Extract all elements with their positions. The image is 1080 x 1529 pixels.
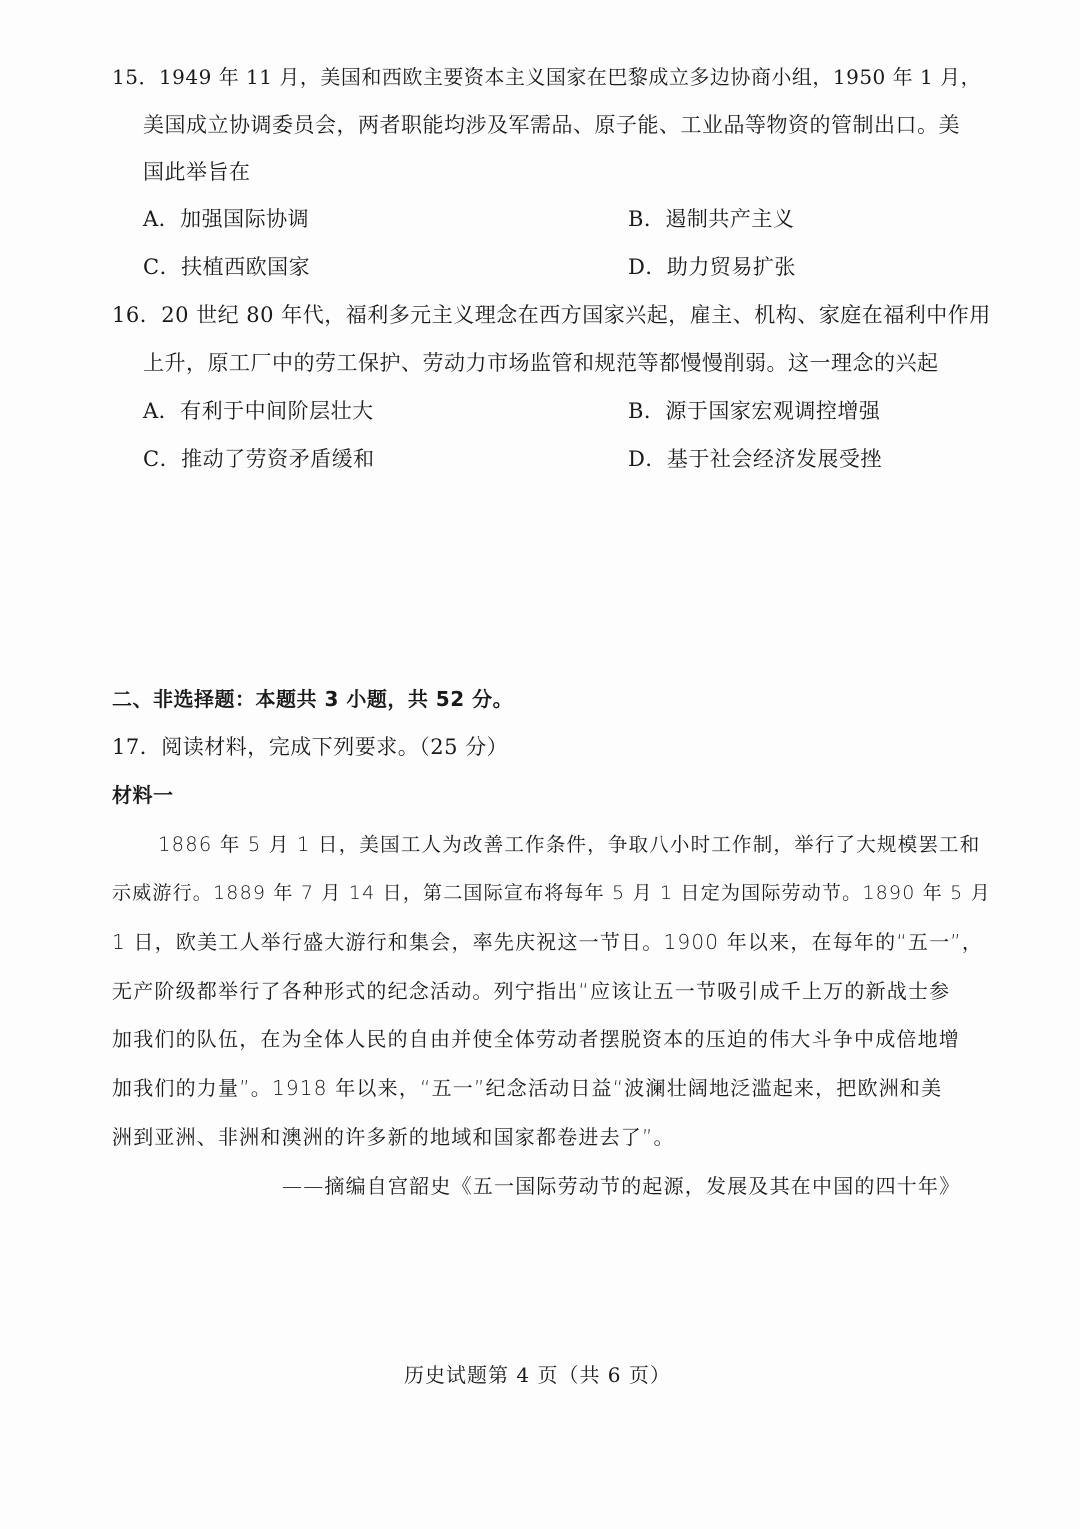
material-line-7: 洲到亚洲、非洲和澳洲的许多新的地域和国家都卷进去了”。 (112, 1125, 675, 1149)
q16-stem-line-1: 16．20 世纪 80 年代，福利多元主义理念在西方国家兴起，雇主、机构、家庭在福利中作用 (112, 303, 991, 327)
q15-option-d: D．助力贸易扩张 (628, 255, 796, 279)
material-line-6: 加我们的力量”。1918 年以来，“五一”纪念活动日益“波澜壮阔地泛滥起来，把欧洲和美 (112, 1076, 943, 1100)
q16-option-b: B．源于国家宏观调控增强 (628, 399, 881, 423)
q16-option-d: D．基于社会经济发展受挫 (628, 447, 882, 471)
q15-stem-line-1: 15．1949 年 11 月，美国和西欧主要资本主义国家在巴黎成立多边协商小组，1950 年 1 月， (112, 65, 982, 89)
q15-stem-line-3: 国此举旨在 (143, 160, 251, 184)
material-line-4: 无产阶级都举行了各种形式的纪念活动。列宁指出“应该让五一节吸引成千上万的新战士参 (112, 979, 951, 1003)
material-line-2: 示威游行。1889 年 7 月 14 日，第二国际宣布将每年 5 月 1 日定为国际劳动节。1890 年 5 月 (112, 882, 991, 904)
q15-stem-line-2: 美国成立协调委员会，两者职能均涉及军需品、原子能、工业品等物资的管制出口。美 (143, 113, 960, 137)
q15-option-b: B．遏制共产主义 (628, 207, 795, 231)
q15-option-c: C．扶植西欧国家 (143, 255, 311, 279)
q16-option-c: C．推动了劳资矛盾缓和 (143, 447, 375, 471)
material-line-5: 加我们的队伍，在为全体人民的自由并使全体劳动者摆脱资本的压迫的伟大斗争中成倍地增 (112, 1027, 960, 1051)
material-source: ——摘编自宫韶史《五一国际劳动节的起源，发展及其在中国的四十年》 (282, 1174, 961, 1198)
material-title: 材料一 (112, 783, 174, 807)
q16-stem-line-2: 上升，原工厂中的劳工保护、劳动力市场监管和规范等都慢慢削弱。这一理念的兴起 (143, 351, 939, 375)
section-heading: 二、非选择题：本题共 3 小题，共 52 分。 (112, 687, 514, 711)
q16-option-a: A．有利于中间阶层壮大 (143, 399, 374, 423)
material-line-3: 1 日，欧美工人举行盛大游行和集会，率先庆祝这一节日。1900 年以来，在每年的“五一”， (112, 930, 984, 954)
q15-option-a: A．加强国际协调 (143, 207, 310, 231)
page-footer: 历史试题第 4 页（共 6 页） (404, 1363, 671, 1387)
material-line-1: 1886 年 5 月 1 日，美国工人为改善工作条件，争取八小时工作制，举行了大规模罢工和 (158, 833, 981, 856)
q17-prompt: 17．阅读材料，完成下列要求。（25 分） (112, 735, 509, 759)
